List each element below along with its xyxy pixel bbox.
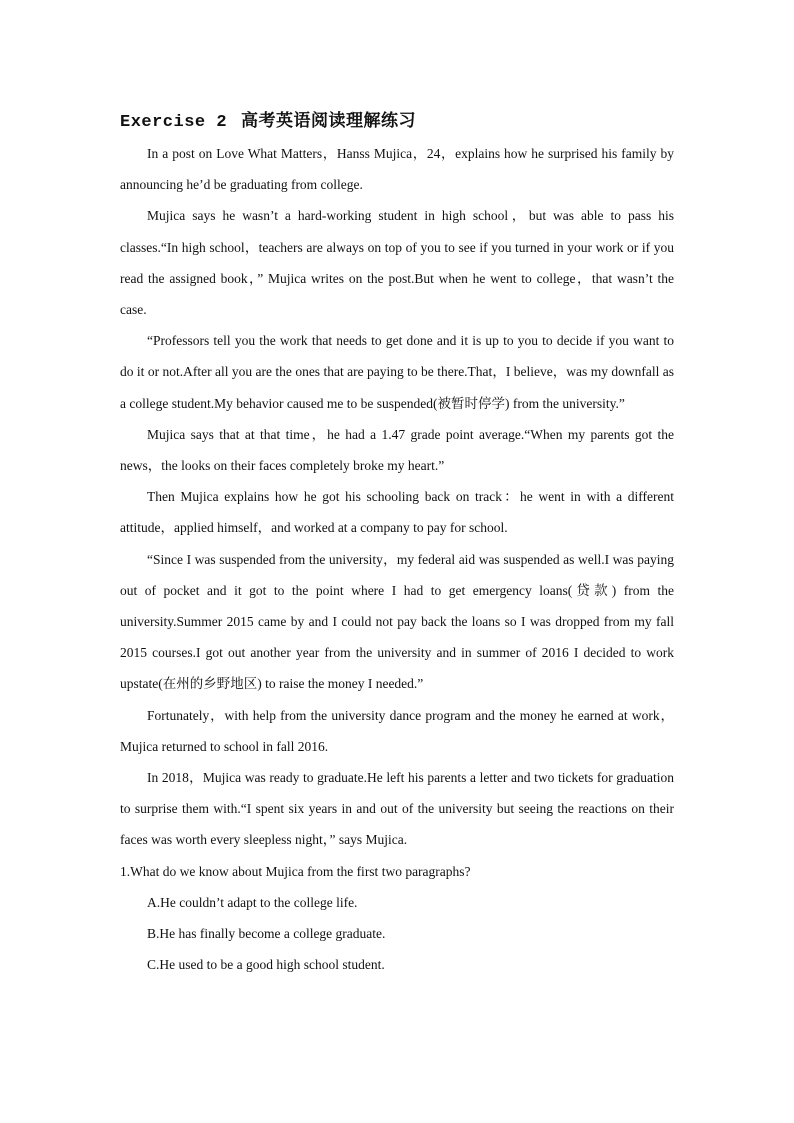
paragraph: “Since I was suspended from the university，my federal aid was suspended as well.I was paying out of pocket and it got to the point where I had to get emergency loans(贷款) from the university.Summer 2015 came by and I could not pay back the loans so I was dropped from my fall 2015 courses.I got out another year from the university and in summer of 2016 I decided to work upstate(在州的乡野地区) to raise the money I needed.” <box>120 551 674 692</box>
question-stem: 1.What do we know about Mujica from the first two paragraphs? <box>120 863 471 879</box>
option-c: C.He used to be a good high school student. <box>147 957 385 973</box>
exercise-title-zh: 高考英语阅读理解练习 <box>241 111 417 131</box>
exercise-label: Exercise 2 <box>120 113 228 132</box>
paragraph: Mujica says that at that time，he had a 1.47 grade point average.“When my parents got the news，the looks on their faces completely broke my heart.” <box>120 426 674 474</box>
paragraph: Then Mujica explains how he got his schooling back on track：he went in with a different attitude，applied himself，and worked at a company to pay for school. <box>120 489 674 536</box>
paragraph: In a post on Love What Matters，Hanss Mujica，24，explains how he surprised his family by announcing he’d be graduating from college. <box>120 146 674 193</box>
paragraph: Fortunately，with help from the university dance program and the money he earned at work，Mujica returned to school in fall 2016. <box>120 707 674 754</box>
reading-passage <box>120 138 674 980</box>
option-a: A.He couldn’t adapt to the college life. <box>147 894 358 910</box>
page-title <box>120 106 416 132</box>
paragraph: “Professors tell you the work that needs to get done and it is up to you to decide if you want to do it or not.After all you are the ones that are paying to be there.That，I believe，was my downfall as a college student.My behavior caused me to be suspended(被暂时停学) from the university.” <box>120 333 674 411</box>
paragraph: Mujica says he wasn’t a hard-working student in high school，but was able to pass his classes.“In high school，teachers are always on top of you to see if you turned in your work or if you read the assigned book，” Mujica writes on the post.But when he went to college，that wasn’t the case. <box>120 208 674 318</box>
option-b: B.He has finally become a college graduate. <box>147 926 386 942</box>
paragraph: In 2018，Mujica was ready to graduate.He left his parents a letter and two tickets for graduation to surprise them with.“I spent six years in and out of the university but seeing the reactions on their faces was worth every sleepless night，” says Mujica. <box>120 770 674 848</box>
